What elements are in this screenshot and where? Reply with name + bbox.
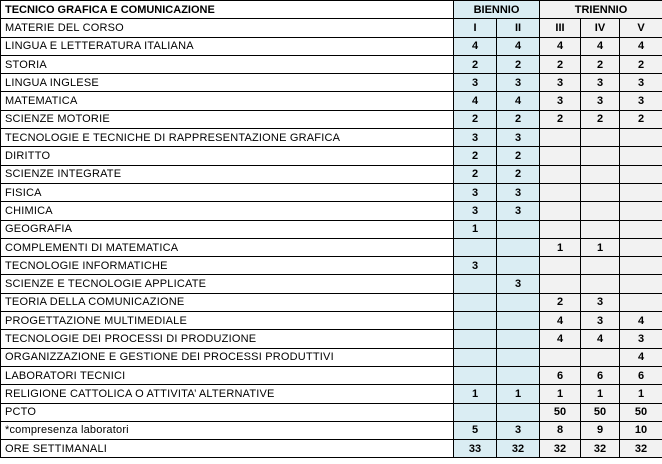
subject-name: ORE SETTIMANALI [1,440,454,458]
hours-year-iv: 4 [581,37,620,55]
hours-year-i: 2 [454,147,497,165]
hours-year-v: 6 [620,366,662,384]
subject-name: TECNOLOGIE E TECNICHE DI RAPPRESENTAZIONE GRAFICA [1,129,454,147]
hours-year-v [620,129,662,147]
hours-year-ii: 4 [497,37,540,55]
hours-year-iv [581,220,620,238]
hours-year-i: 4 [454,37,497,55]
table-row [1,293,662,311]
hours-year-iv [581,129,620,147]
hours-year-iii [540,348,581,366]
table-row [1,385,662,403]
hours-year-iii: 2 [540,293,581,311]
hours-year-ii: 2 [497,55,540,73]
hours-year-v: 3 [620,92,662,110]
hours-year-iii: 3 [540,92,581,110]
hours-year-ii: 3 [497,74,540,92]
hours-year-i [454,238,497,256]
subject-name: *compresenza laboratori [1,421,454,439]
hours-year-v [620,293,662,311]
hours-year-iii: 32 [540,440,581,458]
hours-year-iv: 4 [581,330,620,348]
hours-year-iii [540,183,581,201]
hours-year-i [454,366,497,384]
hours-year-iv: 9 [581,421,620,439]
hours-year-i: 4 [454,92,497,110]
hours-year-i: 3 [454,74,497,92]
hours-year-v: 50 [620,403,662,421]
table-row [1,312,662,330]
table-row [1,129,662,147]
hours-year-ii [497,366,540,384]
hours-year-ii [497,238,540,256]
hours-year-i [454,403,497,421]
subject-name: FISICA [1,183,454,201]
hours-year-i: 2 [454,165,497,183]
hours-year-v [620,183,662,201]
hours-year-iv [581,257,620,275]
hours-year-iii [540,202,581,220]
hours-year-iii [540,220,581,238]
subject-name: MATEMATICA [1,92,454,110]
hours-year-i: 1 [454,220,497,238]
subject-name: PROGETTAZIONE MULTIMEDIALE [1,312,454,330]
hours-year-v: 2 [620,55,662,73]
hours-year-iv: 6 [581,366,620,384]
hours-year-iv [581,275,620,293]
hours-year-v [620,238,662,256]
table-row [1,330,662,348]
hours-year-i [454,348,497,366]
hours-year-iv: 3 [581,92,620,110]
triennio-header: TRIENNIO [540,1,662,19]
hours-year-iv: 32 [581,440,620,458]
hours-year-v: 4 [620,348,662,366]
year-header-iii: III [540,19,581,37]
subject-name: TEORIA DELLA COMUNICAZIONE [1,293,454,311]
hours-year-v [620,147,662,165]
hours-year-iv [581,348,620,366]
hours-year-iii [540,165,581,183]
table-row [1,165,662,183]
table-title: TECNICO GRAFICA E COMUNICAZIONE [1,1,454,19]
subject-name: GEOGRAFIA [1,220,454,238]
subject-name: PCTO [1,403,454,421]
hours-year-iii: 4 [540,312,581,330]
hours-year-iii: 4 [540,330,581,348]
table-row [1,55,662,73]
header-row-years [1,19,662,37]
table-row [1,183,662,201]
hours-year-v: 3 [620,74,662,92]
table-row [1,366,662,384]
table-row [1,74,662,92]
hours-year-v [620,165,662,183]
biennio-header: BIENNIO [454,1,540,19]
subject-name: ORGANIZZAZIONE E GESTIONE DEI PROCESSI PRODUTTIVI [1,348,454,366]
hours-year-iv [581,165,620,183]
subject-name: DIRITTO [1,147,454,165]
hours-year-iv: 50 [581,403,620,421]
hours-year-iii: 3 [540,74,581,92]
subject-name: SCIENZE MOTORIE [1,110,454,128]
hours-year-ii [497,312,540,330]
hours-year-iv: 3 [581,74,620,92]
hours-year-i: 3 [454,202,497,220]
hours-year-iii: 2 [540,110,581,128]
hours-year-ii [497,348,540,366]
hours-year-iv [581,183,620,201]
subject-name: COMPLEMENTI DI MATEMATICA [1,238,454,256]
hours-year-iv: 1 [581,385,620,403]
hours-year-v: 32 [620,440,662,458]
hours-year-iii: 8 [540,421,581,439]
hours-year-ii [497,403,540,421]
hours-year-v: 2 [620,110,662,128]
table-row [1,403,662,421]
hours-year-iii: 6 [540,366,581,384]
table-row [1,202,662,220]
subject-name: CHIMICA [1,202,454,220]
table-row [1,92,662,110]
table-row [1,147,662,165]
table-row [1,421,662,439]
hours-year-i [454,312,497,330]
hours-year-iii: 1 [540,385,581,403]
subject-column-header: MATERIE DEL CORSO [1,19,454,37]
subject-name: LINGUA E LETTERATURA ITALIANA [1,37,454,55]
hours-year-ii: 2 [497,147,540,165]
hours-year-ii: 3 [497,421,540,439]
table-row [1,110,662,128]
hours-year-iii: 1 [540,238,581,256]
subject-rows [1,37,662,458]
hours-year-v: 1 [620,385,662,403]
hours-year-v: 4 [620,312,662,330]
header-row-top [1,1,662,19]
hours-year-v [620,275,662,293]
hours-year-v: 3 [620,330,662,348]
hours-year-v [620,202,662,220]
hours-year-iii [540,129,581,147]
hours-year-iii [540,275,581,293]
hours-year-iv: 1 [581,238,620,256]
hours-year-i [454,293,497,311]
table-row [1,440,662,458]
subject-name: STORIA [1,55,454,73]
hours-year-ii [497,330,540,348]
year-header-ii: II [497,19,540,37]
hours-year-i: 33 [454,440,497,458]
year-header-i: I [454,19,497,37]
hours-year-i: 3 [454,257,497,275]
hours-year-ii: 4 [497,92,540,110]
hours-year-i: 3 [454,129,497,147]
hours-year-i: 2 [454,55,497,73]
table-row [1,37,662,55]
hours-year-v: 10 [620,421,662,439]
hours-year-iv [581,202,620,220]
hours-year-iii: 4 [540,37,581,55]
hours-year-ii: 2 [497,110,540,128]
hours-year-ii [497,257,540,275]
subject-name: TECNOLOGIE INFORMATICHE [1,257,454,275]
year-header-iv: IV [581,19,620,37]
subject-name: TECNOLOGIE DEI PROCESSI DI PRODUZIONE [1,330,454,348]
hours-year-v [620,220,662,238]
hours-year-v [620,257,662,275]
hours-year-iv: 3 [581,312,620,330]
subject-name: LINGUA INGLESE [1,74,454,92]
year-header-v: V [620,19,662,37]
hours-year-iii [540,147,581,165]
hours-year-ii: 3 [497,129,540,147]
subject-name: LABORATORI TECNICI [1,366,454,384]
hours-year-ii [497,293,540,311]
hours-year-iv: 3 [581,293,620,311]
hours-year-i: 2 [454,110,497,128]
hours-year-iii: 50 [540,403,581,421]
table-row [1,348,662,366]
hours-year-i [454,275,497,293]
table-row [1,257,662,275]
hours-year-ii: 32 [497,440,540,458]
hours-year-ii: 3 [497,275,540,293]
hours-year-ii: 3 [497,183,540,201]
hours-year-i: 5 [454,421,497,439]
hours-year-iv: 2 [581,110,620,128]
hours-year-ii: 1 [497,385,540,403]
hours-year-v: 4 [620,37,662,55]
hours-year-iv: 2 [581,55,620,73]
table-row [1,275,662,293]
subject-name: RELIGIONE CATTOLICA O ATTIVITA’ ALTERNATIVE [1,385,454,403]
subject-name: SCIENZE INTEGRATE [1,165,454,183]
hours-year-i: 3 [454,183,497,201]
hours-year-ii: 2 [497,165,540,183]
hours-year-i [454,330,497,348]
hours-year-ii: 3 [497,202,540,220]
hours-year-ii [497,220,540,238]
table-row [1,238,662,256]
hours-year-iii [540,257,581,275]
hours-year-i: 1 [454,385,497,403]
hours-year-iv [581,147,620,165]
hours-year-iii: 2 [540,55,581,73]
table-row [1,220,662,238]
subject-name: SCIENZE E TECNOLOGIE APPLICATE [1,275,454,293]
